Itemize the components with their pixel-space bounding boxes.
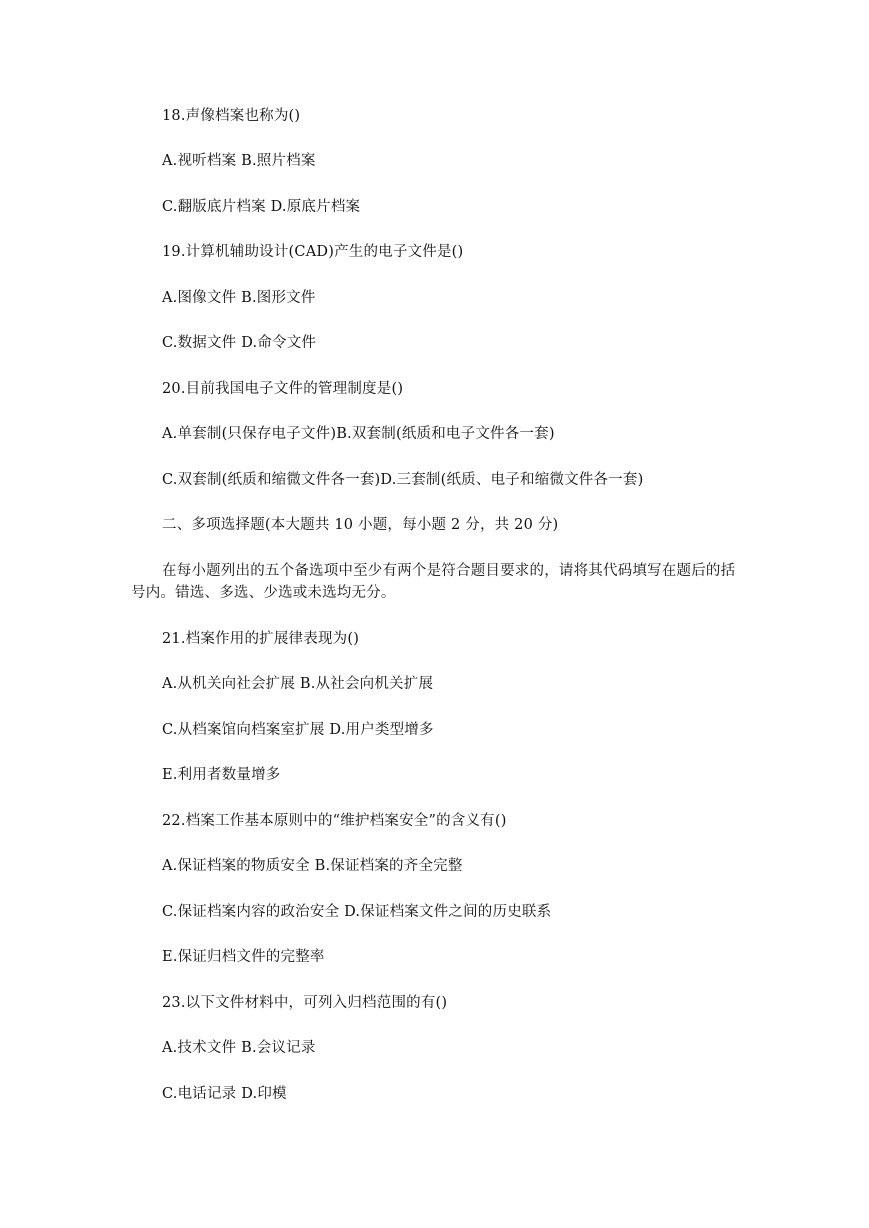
section-heading-multiple-choice: 二、多项选择题(本大题共 10 小题，每小题 2 分，共 20 分)	[162, 517, 559, 533]
question-18-options-ab: A.视听档案 B.照片档案	[162, 153, 316, 169]
question-21: 21.档案作用的扩展律表现为()	[162, 631, 360, 647]
question-22-option-e: E.保证归档文件的完整率	[162, 949, 325, 965]
question-21-options-cd: C.从档案馆向档案室扩展 D.用户类型增多	[162, 722, 434, 738]
question-19-options-cd: C.数据文件 D.命令文件	[162, 335, 317, 351]
question-21-option-e: E.利用者数量增多	[162, 767, 281, 783]
question-20-options-cd: C.双套制(纸质和缩微文件各一套)D.三套制(纸质、电子和缩微文件各一套)	[162, 472, 644, 488]
question-23-options-ab: A.技术文件 B.会议记录	[162, 1040, 316, 1056]
question-18-options-cd: C.翻版底片档案 D.原底片档案	[162, 199, 361, 215]
question-23: 23.以下文件材料中，可列入归档范围的有()	[162, 995, 448, 1011]
question-21-options-ab: A.从机关向社会扩展 B.从社会向机关扩展	[162, 676, 434, 692]
question-19: 19.计算机辅助设计(CAD)产生的电子文件是()	[162, 244, 464, 260]
question-20-options-ab: A.单套制(只保存电子文件)B.双套制(纸质和电子文件各一套)	[162, 426, 555, 442]
question-20: 20.目前我国电子文件的管理制度是()	[162, 381, 404, 397]
question-23-options-cd: C.电话记录 D.印模	[162, 1086, 287, 1102]
question-22-options-cd: C.保证档案内容的政治安全 D.保证档案文件之间的历史联系	[162, 904, 552, 920]
question-22-options-ab: A.保证档案的物质安全 B.保证档案的齐全完整	[162, 858, 463, 874]
question-18: 18.声像档案也称为()	[162, 108, 301, 124]
question-22: 22.档案工作基本原则中的“维护档案安全”的含义有()	[162, 813, 507, 829]
question-19-options-ab: A.图像文件 B.图形文件	[162, 290, 316, 306]
section-instructions: 在每小题列出的五个备选项中至少有两个是符合题目要求的，请将其代码填写在题后的括号内。错选、多选、少选或未选均无分。	[131, 563, 736, 601]
